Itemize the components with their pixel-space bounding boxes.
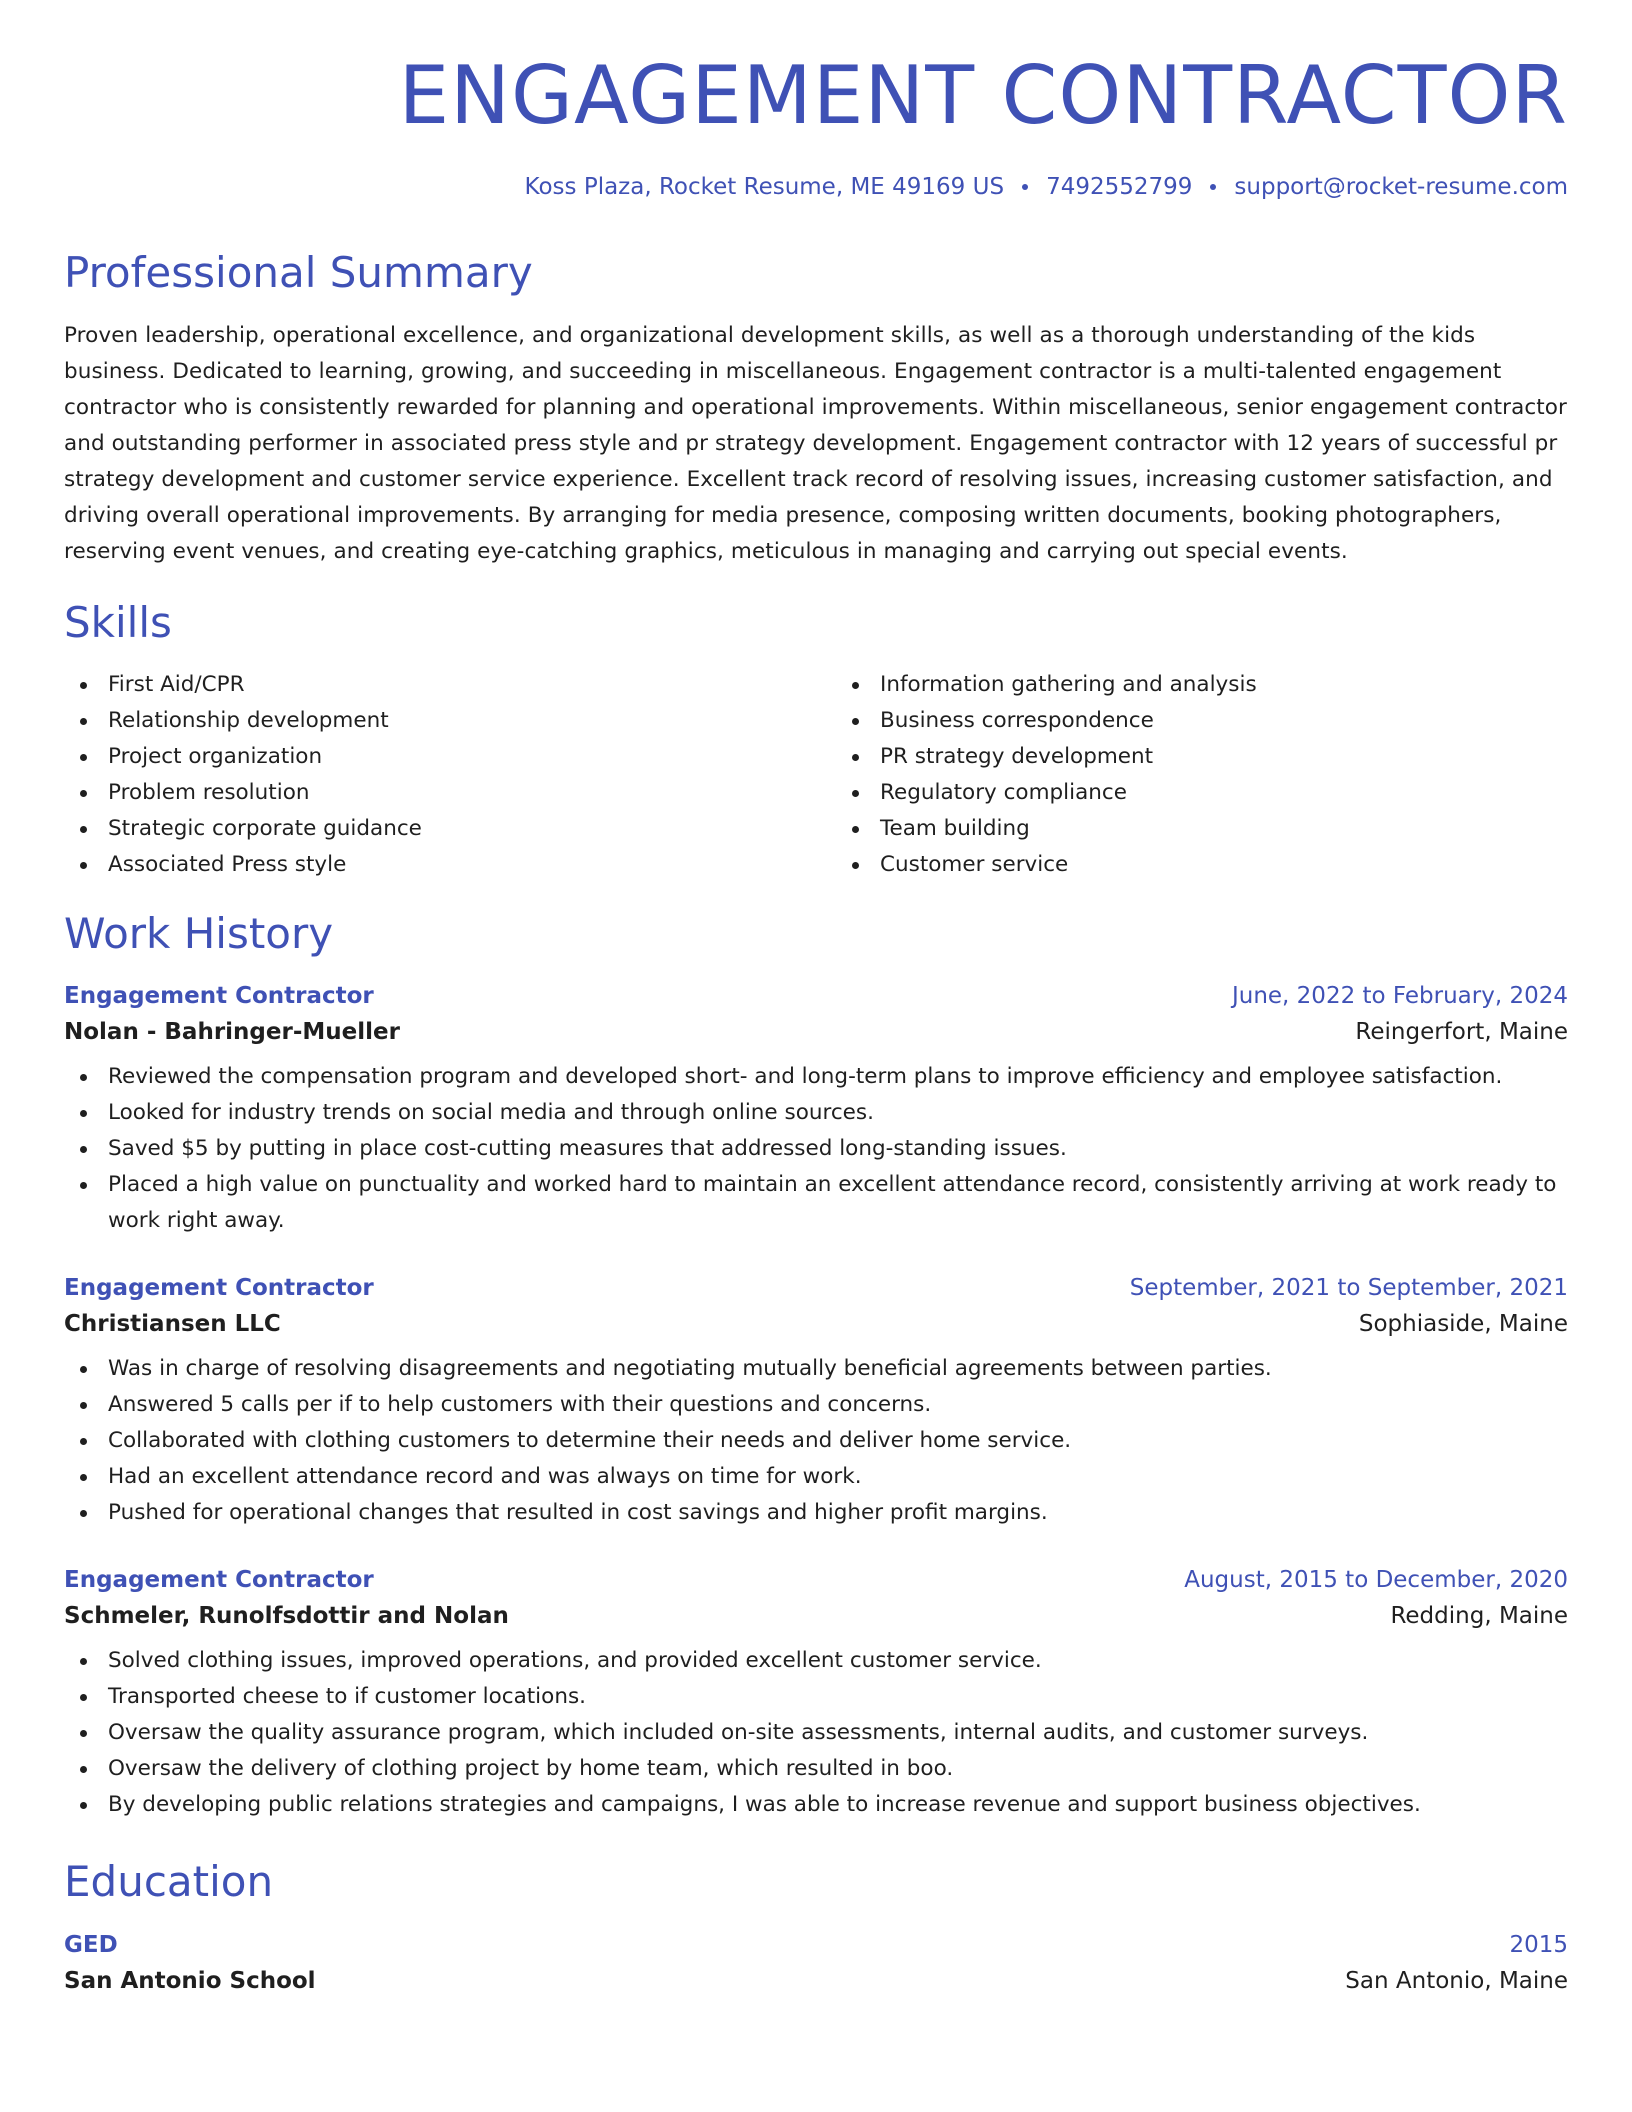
- education-location: San Antonio, Maine: [1345, 1967, 1568, 1994]
- skill-item: Business correspondence: [836, 703, 1568, 739]
- skills-column-left: [64, 667, 796, 883]
- skill-item: Strategic corporate guidance: [64, 811, 796, 847]
- job-duty-item: Reviewed the compensation program and developed short- and long-term plans to improve efficiency and employee satisfaction.: [64, 1059, 1568, 1095]
- skill-item: Customer service: [836, 847, 1568, 883]
- job-entry: [64, 983, 1568, 1239]
- job-company-row: [64, 1019, 1568, 1045]
- education-school-row: [64, 1968, 1568, 1994]
- job-company: Christiansen LLC: [64, 1311, 281, 1338]
- job-location: Redding, Maine: [1390, 1603, 1568, 1630]
- job-duties: [64, 1059, 1568, 1239]
- job-duty-item: Answered 5 calls per if to help customers with their questions and concerns.: [64, 1387, 1568, 1423]
- education-heading: Education: [64, 1857, 274, 1907]
- job-dates: June, 2022 to February, 2024: [1231, 983, 1568, 1010]
- skill-item: Team building: [836, 811, 1568, 847]
- job-entry: [64, 1275, 1568, 1531]
- job-title: Engagement Contractor: [64, 1275, 374, 1302]
- candidate-name: ENGAGEMENT CONTRACTOR: [398, 49, 1568, 142]
- skill-item: Relationship development: [64, 703, 796, 739]
- skill-item: Information gathering and analysis: [836, 667, 1568, 703]
- skill-item: Associated Press style: [64, 847, 796, 883]
- skill-item: Regulatory compliance: [836, 775, 1568, 811]
- skill-item: PR strategy development: [836, 739, 1568, 775]
- job-title: Engagement Contractor: [64, 983, 374, 1010]
- skills-heading: Skills: [64, 598, 172, 648]
- job-company-row: [64, 1311, 1568, 1337]
- education-school: San Antonio School: [64, 1967, 316, 1994]
- contact-line: [64, 174, 1568, 200]
- resume-header: [64, 49, 1568, 200]
- job-duty-item: Placed a high value on punctuality and worked hard to maintain an excellent attendance record, consistently arriving at work ready to work right away.: [64, 1167, 1568, 1239]
- job-header-row: [64, 983, 1568, 1009]
- job-header-row: [64, 1567, 1568, 1593]
- job-duty-item: Looked for industry trends on social media and through online sources.: [64, 1095, 1568, 1131]
- separator-dot: [1210, 184, 1216, 190]
- education-year: 2015: [1509, 1931, 1568, 1958]
- job-duty-item: Oversaw the quality assurance program, which included on-site assessments, internal audits, and customer surveys.: [64, 1715, 1568, 1751]
- job-company: Schmeler, Runolfsdottir and Nolan: [64, 1603, 509, 1630]
- skill-item: Project organization: [64, 739, 796, 775]
- job-duty-item: Had an excellent attendance record and was always on time for work.: [64, 1459, 1568, 1495]
- job-duty-item: Transported cheese to if customer locations.: [64, 1679, 1568, 1715]
- education-header-row: [64, 1932, 1568, 1958]
- work-history-heading: Work History: [64, 908, 334, 958]
- summary-heading: Professional Summary: [64, 248, 533, 297]
- job-title: Engagement Contractor: [64, 1567, 374, 1594]
- job-entry: [64, 1567, 1568, 1823]
- job-duty-item: Saved $5 by putting in place cost-cutting measures that addressed long-standing issues.: [64, 1131, 1568, 1167]
- job-dates: September, 2021 to September, 2021: [1129, 1275, 1568, 1302]
- job-location: Sophiaside, Maine: [1358, 1311, 1568, 1338]
- skill-item: First Aid/CPR: [64, 667, 796, 703]
- job-duty-item: Pushed for operational changes that resulted in cost savings and higher profit margins.: [64, 1495, 1568, 1531]
- contact-phone: 7492552799: [1046, 174, 1193, 200]
- skill-item: Problem resolution: [64, 775, 796, 811]
- contact-email: support@rocket-resume.com: [1234, 174, 1568, 200]
- job-header-row: [64, 1275, 1568, 1301]
- job-duty-item: Was in charge of resolving disagreements and negotiating mutually beneficial agreements between parties.: [64, 1351, 1568, 1387]
- contact-address: Koss Plaza, Rocket Resume, ME 49169 US: [524, 174, 1005, 200]
- job-company: Nolan - Bahringer-Mueller: [64, 1019, 400, 1046]
- job-duty-item: Solved clothing issues, improved operations, and provided excellent customer service.: [64, 1643, 1568, 1679]
- job-duty-item: Oversaw the delivery of clothing project by home team, which resulted in boo.: [64, 1751, 1568, 1787]
- job-duties: [64, 1351, 1568, 1531]
- skills-list: [64, 667, 1568, 883]
- education-degree: GED: [64, 1931, 118, 1958]
- skills-column-right: [836, 667, 1568, 883]
- summary-text: Proven leadership, operational excellence, and organizational development skills, as well as a thorough understanding of the kids business. Dedicated to learning, growing, and succeeding in miscellaneous. Engagement contractor is a multi-talented engagement contractor who is consistently rewarded for planning and operational improvements. Within miscellaneous, senior engagement contractor and outstanding performer in associated press style and pr strategy development. Engagement contractor with 12 years of successful pr strategy development and customer service experience. Excellent track record of resolving issues, increasing customer satisfaction, and driving overall operational improvements. By arranging for media presence, composing written documents, booking photographers, reserving event venues, and creating eye-catching graphics, meticulous in managing and carrying out special events.: [64, 323, 1567, 565]
- job-company-row: [64, 1603, 1568, 1629]
- job-location: Reingerfort, Maine: [1355, 1019, 1568, 1046]
- education-entry: [64, 1932, 1568, 1994]
- job-duty-item: Collaborated with clothing customers to determine their needs and deliver home service.: [64, 1423, 1568, 1459]
- job-duties: [64, 1643, 1568, 1823]
- separator-dot: [1022, 184, 1028, 190]
- job-duty-item: By developing public relations strategies and campaigns, I was able to increase revenue and support business objectives.: [64, 1787, 1568, 1823]
- job-dates: August, 2015 to December, 2020: [1184, 1567, 1568, 1594]
